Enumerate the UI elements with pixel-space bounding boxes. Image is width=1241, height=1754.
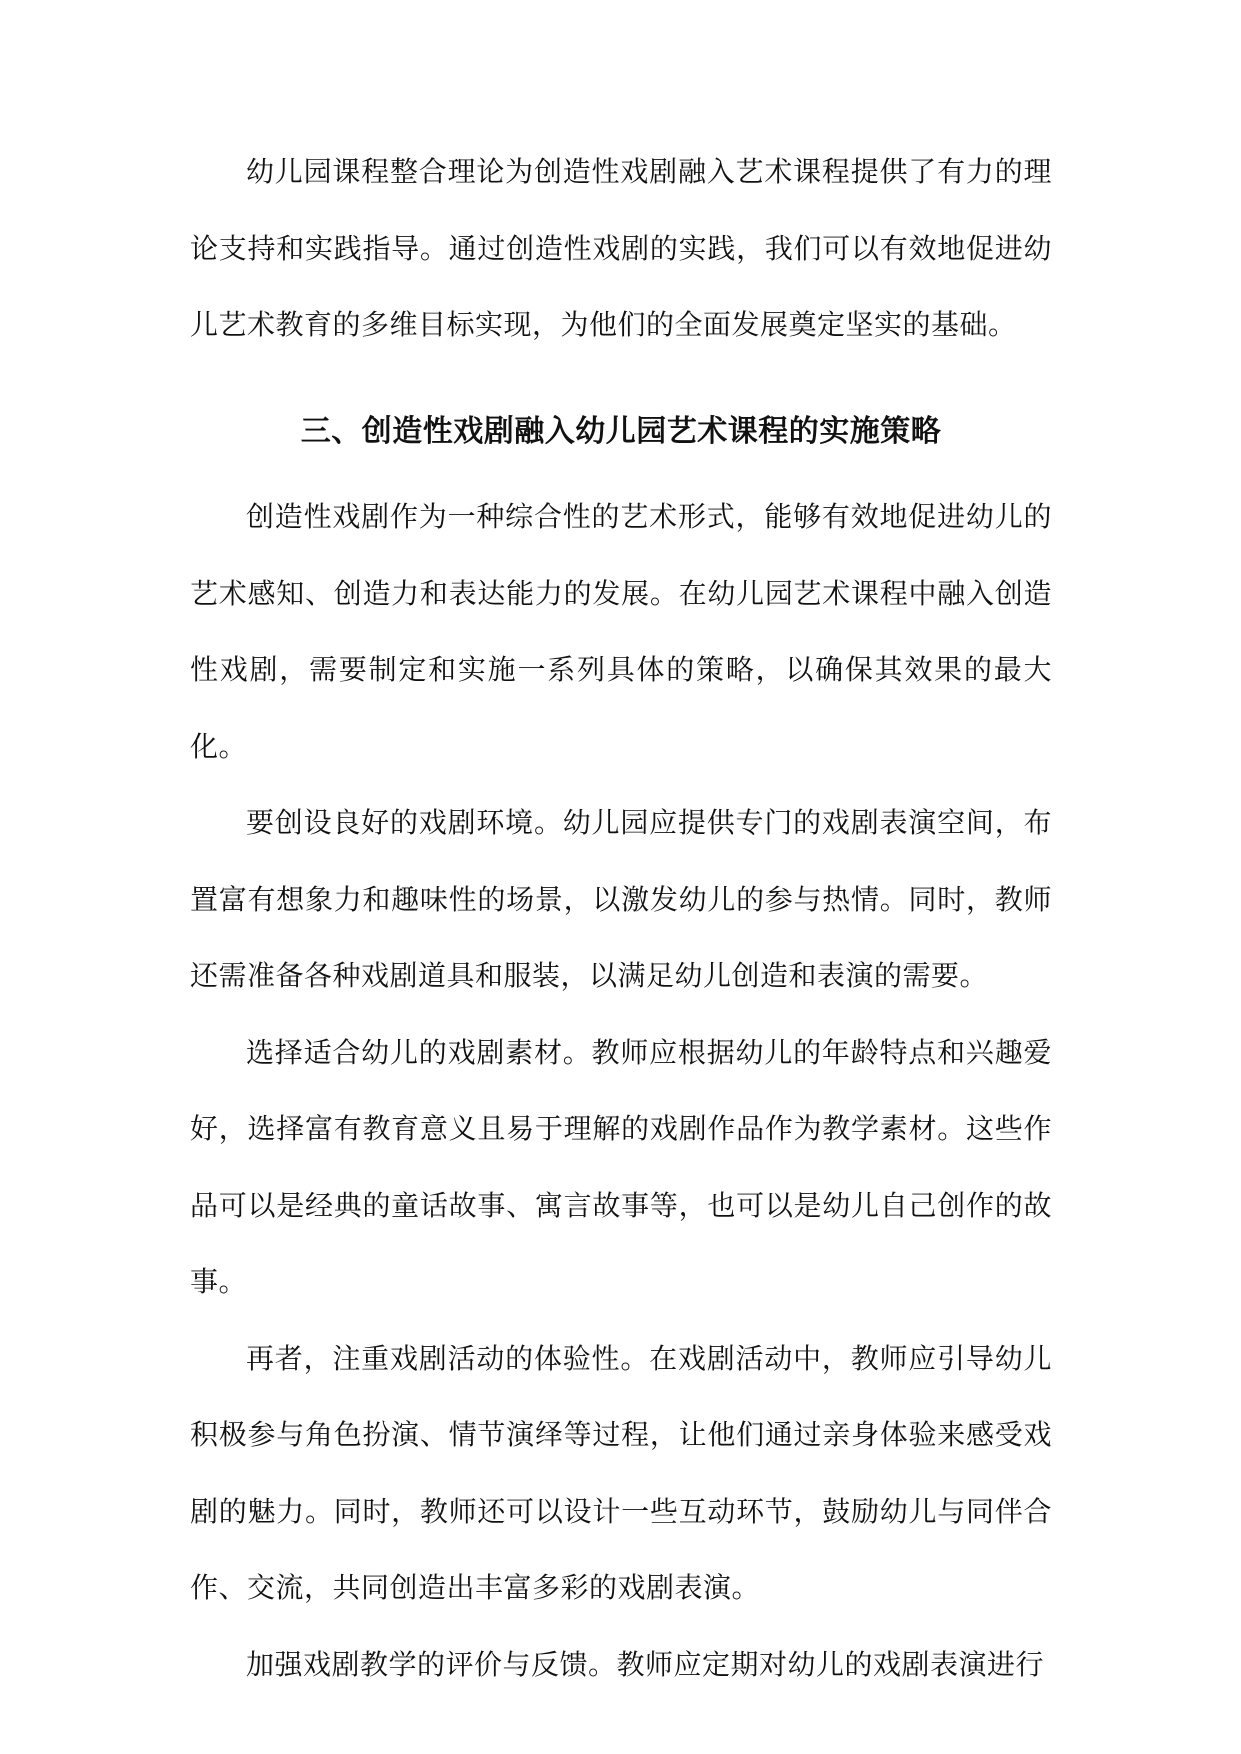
body-paragraph-2: 要创设良好的戏剧环境。幼儿园应提供专门的戏剧表演空间，布置富有想象力和趣味性的场景，以激发幼儿的参与热情。同时，教师还需准备各种戏剧道具和服装，以满足幼儿创造和表演的需要。 — [190, 806, 1052, 992]
section-body — [190, 479, 1052, 1703]
section-heading: 三、创造性戏剧融入幼儿园艺术课程的实施策略 — [300, 414, 942, 449]
body-paragraph-5: 加强戏剧教学的评价与反馈。教师应定期对幼儿的戏剧表演进行 — [246, 1647, 1045, 1681]
intro-section — [190, 134, 1052, 364]
body-paragraph-4: 再者，注重戏剧活动的体验性。在戏剧活动中，教师应引导幼儿积极参与角色扮演、情节演绎等过程，让他们通过亲身体验来感受戏剧的魅力。同时，教师还可以设计一些互动环节，鼓励幼儿与同伴合作、交流，共同创造出丰富多彩的戏剧表演。 — [190, 1341, 1052, 1604]
intro-paragraph-1: 幼儿园课程整合理论为创造性戏剧融入艺术课程提供了有力的理论支持和实践指导。通过创造性戏剧的实践，我们可以有效地促进幼儿艺术教育的多维目标实现，为他们的全面发展奠定坚实的基础。 — [190, 155, 1052, 341]
body-paragraph-1: 创造性戏剧作为一种综合性的艺术形式，能够有效地促进幼儿的艺术感知、创造力和表达能力的发展。在幼儿园艺术课程中融入创造性戏剧，需要制定和实施一系列具体的策略，以确保其效果的最大化。 — [190, 500, 1052, 763]
body-paragraph-3: 选择适合幼儿的戏剧素材。教师应根据幼儿的年龄特点和兴趣爱好，选择富有教育意义且易于理解的戏剧作品作为教学素材。这些作品可以是经典的童话故事、寓言故事等，也可以是幼儿自己创作的故事。 — [190, 1035, 1052, 1298]
